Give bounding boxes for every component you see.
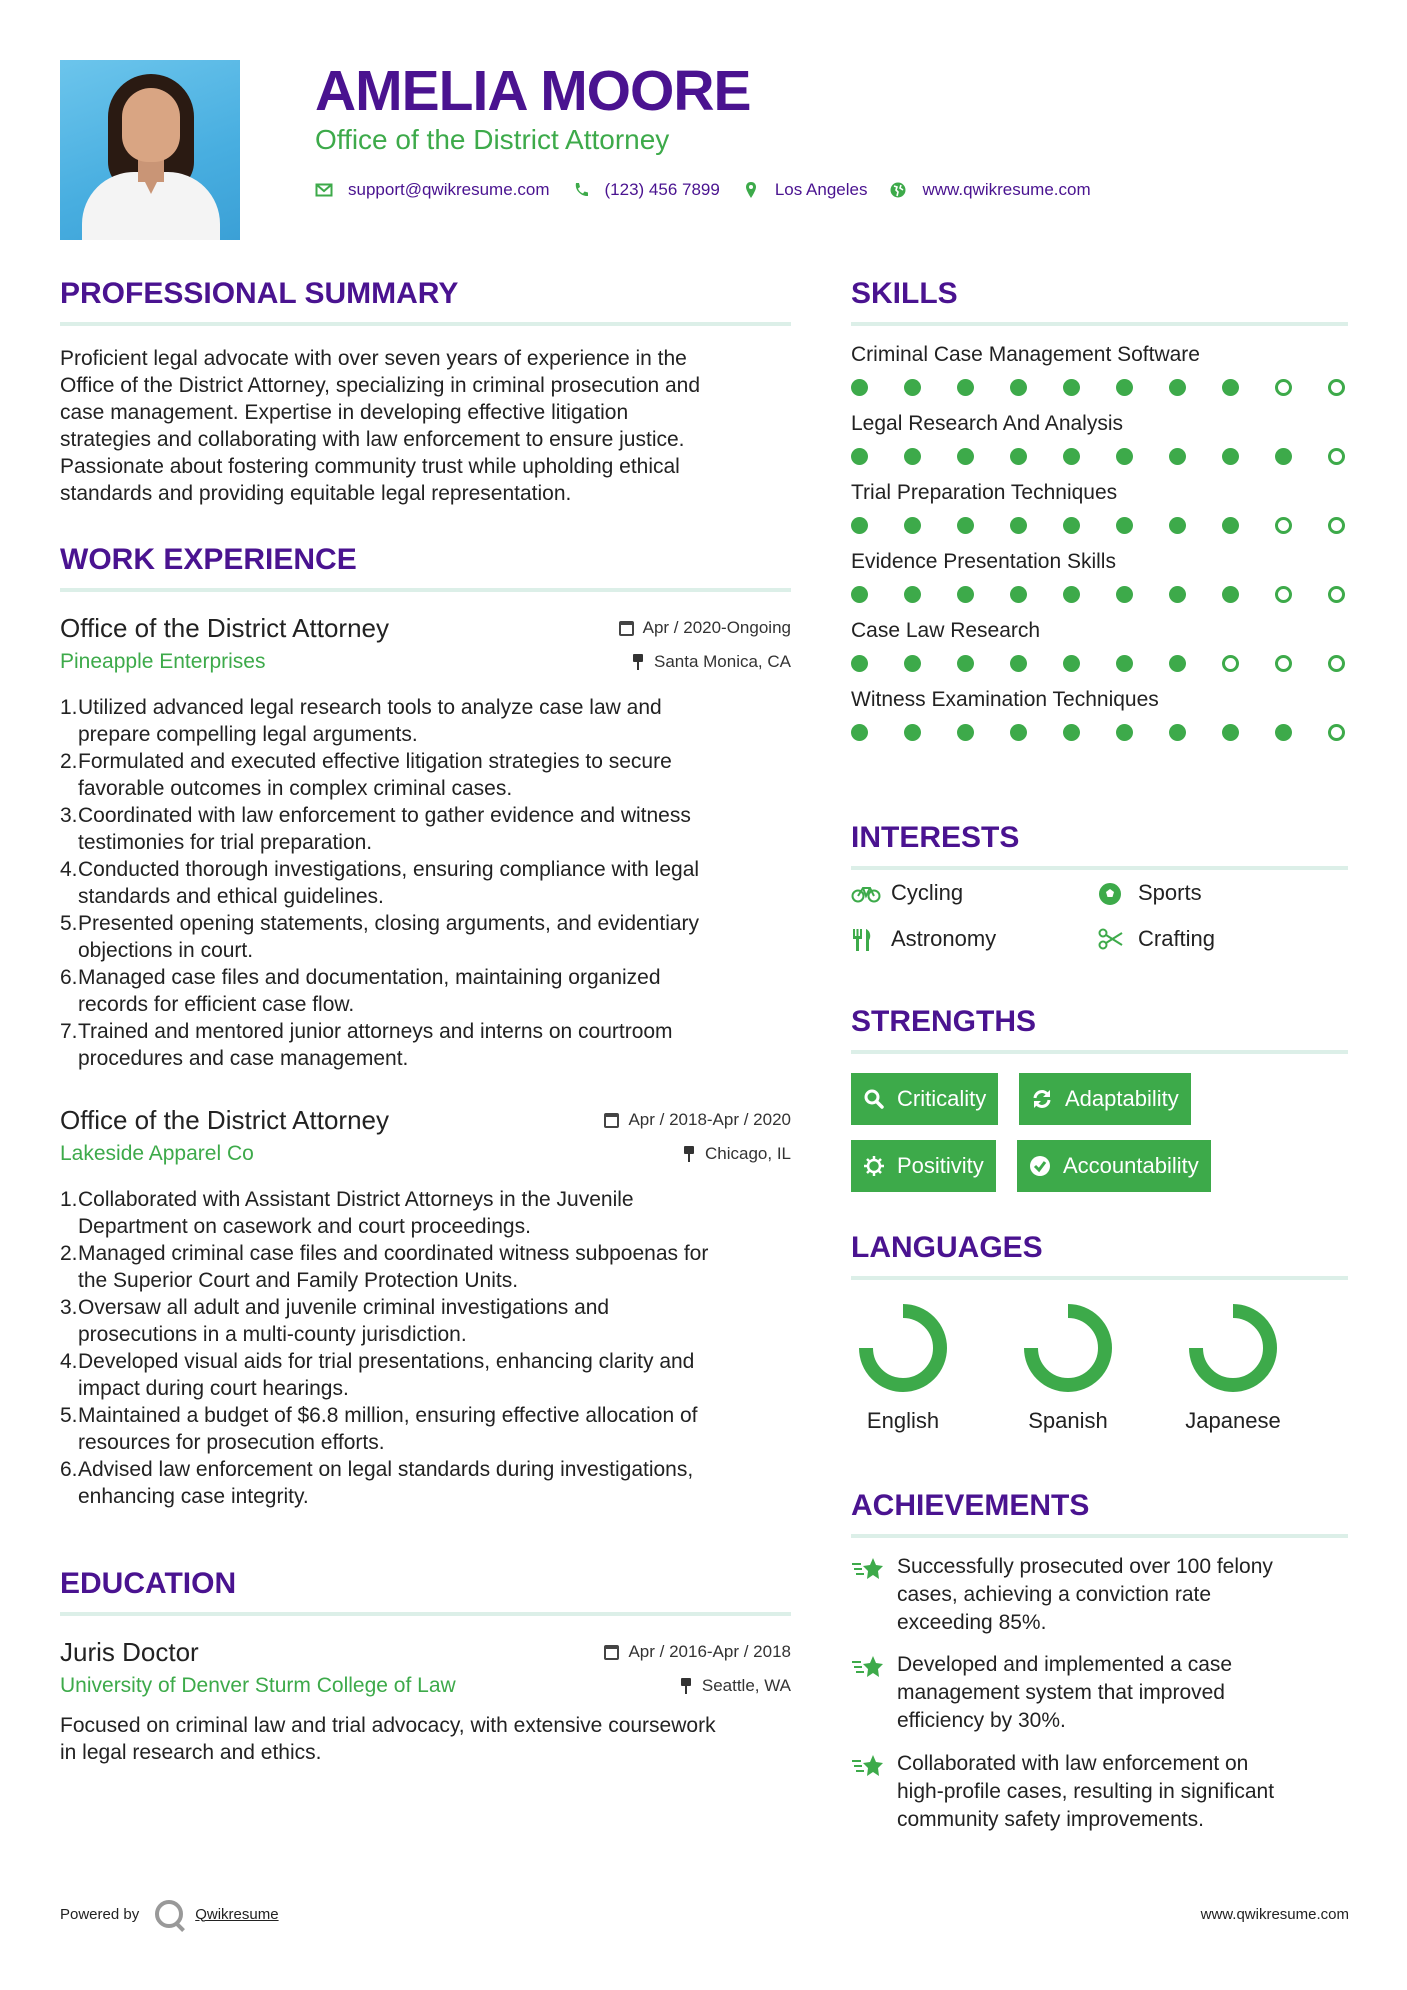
profile-photo	[60, 60, 240, 240]
skill-name: Witness Examination Techniques	[851, 688, 1159, 711]
contact-email[interactable]: support@qwikresume.com	[348, 180, 550, 199]
education-entry	[60, 1636, 791, 1766]
interest-astronomy	[851, 926, 996, 952]
rating-dot-filled	[957, 724, 974, 741]
rating-dot-filled	[851, 586, 868, 603]
interest-sports	[1098, 880, 1202, 906]
powered-by-label: Powered by	[60, 1905, 140, 1923]
bicycle-icon	[851, 882, 877, 904]
summary-section	[60, 276, 791, 507]
interests-title: INTERESTS	[851, 821, 1020, 854]
rating-dot-filled	[957, 448, 974, 465]
experience-section	[60, 542, 791, 1510]
rating-dot-filled	[1169, 517, 1186, 534]
rating-dot-filled	[851, 655, 868, 672]
rating-dot-filled	[1116, 379, 1133, 396]
rating-dot-filled	[957, 655, 974, 672]
rating-dot-empty	[1328, 724, 1345, 741]
strength-badge-adaptability	[1019, 1073, 1191, 1125]
rating-dot-filled	[1063, 586, 1080, 603]
list-item: 5. Presented opening statements, closing arguments, and evidentiary objections in court.	[60, 912, 700, 962]
job-location: Chicago, IL	[705, 1144, 791, 1163]
check-circle-icon	[1029, 1155, 1051, 1177]
list-item: 7. Trained and mentored junior attorneys and interns on courtroom procedures and case management.	[60, 1020, 673, 1070]
rating-dot-filled	[1222, 448, 1239, 465]
list-item: 2. Managed criminal case files and coordinated witness subpoenas for the Superior Court and Family Protection Units.	[60, 1242, 709, 1292]
section-divider	[851, 1534, 1348, 1538]
rating-dot-filled	[957, 586, 974, 603]
rating-dot-filled	[1063, 724, 1080, 741]
skill-rating	[851, 517, 1345, 534]
skills-list	[851, 341, 1348, 741]
skill-name: Trial Preparation Techniques	[851, 481, 1118, 504]
interest-label: Sports	[1138, 880, 1202, 905]
candidate-name: AMELIA MOORE	[315, 59, 751, 123]
strength-badge-criticality	[851, 1073, 998, 1125]
list-item: 6. Advised law enforcement on legal standards during investigations, enhancing case integrity.	[60, 1458, 694, 1508]
shooting-star-icon	[851, 1653, 885, 1681]
footer-website[interactable]: www.qwikresume.com	[1200, 1906, 1349, 1923]
skill-name: Case Law Research	[851, 619, 1041, 642]
skills-title: SKILLS	[851, 277, 958, 310]
rating-dot-filled	[904, 724, 921, 741]
job-company: Lakeside Apparel Co	[60, 1142, 254, 1165]
rating-dot-filled	[851, 448, 868, 465]
rating-dot-filled	[1010, 379, 1027, 396]
section-divider	[851, 1276, 1348, 1280]
phone-icon	[572, 181, 590, 199]
rating-dot-filled	[1116, 655, 1133, 672]
envelope-icon	[315, 181, 333, 199]
rating-dot-empty	[1328, 448, 1345, 465]
education-title: EDUCATION	[60, 1567, 237, 1600]
skill-name: Criminal Case Management Software	[851, 343, 1200, 366]
search-icon	[863, 1088, 885, 1110]
rating-dot-filled	[1010, 517, 1027, 534]
skill-rating	[851, 379, 1345, 396]
rating-dot-filled	[1275, 724, 1292, 741]
experience-title: WORK EXPERIENCE	[60, 543, 357, 576]
contact-phone[interactable]: (123) 456 7899	[604, 180, 720, 199]
sun-icon	[863, 1155, 885, 1177]
soccer-ball-icon	[1098, 882, 1124, 904]
rating-dot-filled	[851, 517, 868, 534]
refresh-icon	[1031, 1088, 1053, 1110]
interest-label: Astronomy	[891, 926, 997, 951]
utensils-icon	[851, 928, 877, 950]
section-divider	[851, 866, 1348, 870]
rating-dot-filled	[1222, 379, 1239, 396]
language-spanish	[993, 1302, 1143, 1434]
school-name: University of Denver Sturm College of Law	[60, 1674, 456, 1697]
list-item: 6. Managed case files and documentation, maintaining organized records for efficient case flow.	[60, 966, 661, 1016]
rating-dot-filled	[1010, 724, 1027, 741]
rating-dot-filled	[1169, 724, 1186, 741]
globe-icon	[889, 181, 907, 199]
rating-dot-filled	[1010, 448, 1027, 465]
languages-section	[851, 1230, 1348, 1280]
interest-cycling	[851, 880, 963, 906]
list-item: 1. Utilized advanced legal research tools to analyze case law and prepare compelling legal arguments.	[60, 696, 662, 746]
rating-dot-empty	[1328, 586, 1345, 603]
section-divider	[851, 1050, 1348, 1054]
rating-dot-filled	[1063, 379, 1080, 396]
list-item: 3. Coordinated with law enforcement to gather evidence and witness testimonies for trial preparation.	[60, 804, 691, 854]
section-divider	[60, 588, 791, 592]
rating-dot-empty	[1275, 517, 1292, 534]
list-item: 4. Developed visual aids for trial presentations, enhancing clarity and impact during court hearings.	[60, 1350, 695, 1400]
location-pin-icon	[742, 181, 760, 199]
achievement-item: Collaborated with law enforcement on high-profile cases, resulting in significant community safety improvements.	[851, 1750, 1351, 1834]
strength-badge-accountability	[1017, 1140, 1211, 1192]
strength-label: Criticality	[897, 1086, 987, 1111]
interest-label: Crafting	[1138, 926, 1216, 951]
list-item: 2. Formulated and executed effective litigation strategies to secure favorable outcomes in complex criminal cases.	[60, 750, 672, 800]
rating-dot-filled	[1222, 517, 1239, 534]
rating-dot-filled	[1169, 655, 1186, 672]
rating-dot-empty	[1328, 517, 1345, 534]
rating-dot-filled	[904, 655, 921, 672]
pushpin-icon	[632, 654, 644, 670]
skill-rating	[851, 724, 1345, 741]
scissors-icon	[1098, 928, 1124, 950]
achievement-item: Successfully prosecuted over 100 felony cases, achieving a conviction rate exceeding 85%.	[851, 1553, 1351, 1637]
shooting-star-icon	[851, 1752, 885, 1780]
pushpin-icon	[680, 1678, 692, 1694]
job-company: Pineapple Enterprises	[60, 650, 266, 673]
job-entry	[60, 612, 791, 1072]
summary-text: Proficient legal advocate with over seven years of experience in the Office of the District Attorney, specializing in criminal prosecution and case management. Expertise in developing effective litigation strategies and collaborating with law enforcement to ensure justice. Passionate about fostering community trust while upholding ethical standards and providing equitable legal representation.	[60, 347, 701, 505]
achievement-item: Developed and implemented a case management system that improved efficiency by 30%.	[851, 1651, 1351, 1735]
rating-dot-filled	[1116, 517, 1133, 534]
strengths-title: STRENGTHS	[851, 1005, 1037, 1038]
rating-dot-empty	[1328, 655, 1345, 672]
rating-dot-filled	[904, 586, 921, 603]
candidate-subtitle: Office of the District Attorney	[315, 124, 670, 155]
interest-crafting	[1098, 926, 1215, 952]
section-divider	[60, 1612, 791, 1616]
rating-dot-filled	[1116, 586, 1133, 603]
strength-badge-positivity	[851, 1140, 996, 1192]
skill-rating	[851, 655, 1345, 672]
rating-dot-filled	[1010, 655, 1027, 672]
achievements-title: ACHIEVEMENTS	[851, 1489, 1090, 1522]
contact-bar	[315, 178, 1113, 202]
qwikresume-link[interactable]: Qwikresume	[195, 1905, 279, 1923]
language-gauge	[857, 1302, 949, 1394]
job-bullets	[60, 694, 791, 1072]
job-title: Office of the District Attorney	[60, 613, 389, 643]
languages-title: LANGUAGES	[851, 1231, 1043, 1264]
rating-dot-filled	[1063, 448, 1080, 465]
rating-dot-filled	[1169, 379, 1186, 396]
contact-location: Los Angeles	[774, 180, 868, 199]
education-location: Seattle, WA	[701, 1676, 791, 1695]
skill-name: Legal Research And Analysis	[851, 412, 1124, 435]
rating-dot-filled	[1116, 724, 1133, 741]
skills-section	[851, 276, 1348, 755]
list-item: 4. Conducted thorough investigations, ensuring compliance with legal standards and ethical guidelines.	[60, 858, 700, 908]
job-bullets	[60, 1186, 791, 1510]
language-label: Spanish	[1028, 1408, 1108, 1433]
rating-dot-filled	[904, 448, 921, 465]
skill-name: Evidence Presentation Skills	[851, 550, 1116, 573]
rating-dot-empty	[1222, 655, 1239, 672]
language-gauge	[1187, 1302, 1279, 1394]
rating-dot-filled	[1063, 517, 1080, 534]
section-divider	[851, 322, 1348, 326]
contact-website[interactable]: www.qwikresume.com	[922, 180, 1091, 199]
achievements-section	[851, 1488, 1348, 1538]
interests-section	[851, 820, 1348, 870]
strength-label: Accountability	[1063, 1153, 1199, 1178]
interest-label: Cycling	[891, 880, 964, 905]
rating-dot-filled	[851, 724, 868, 741]
rating-dot-filled	[957, 379, 974, 396]
job-title: Office of the District Attorney	[60, 1105, 389, 1135]
list-item: 3. Oversaw all adult and juvenile criminal investigations and prosecutions in a multi-county jurisdiction.	[60, 1296, 610, 1346]
rating-dot-filled	[1275, 448, 1292, 465]
job-date: Apr / 2018-Apr / 2020	[628, 1110, 791, 1129]
education-date: Apr / 2016-Apr / 2018	[628, 1642, 791, 1661]
section-divider	[60, 322, 791, 326]
rating-dot-filled	[1169, 448, 1186, 465]
rating-dot-filled	[1116, 448, 1133, 465]
rating-dot-filled	[1063, 655, 1080, 672]
job-location: Santa Monica, CA	[653, 652, 791, 671]
calendar-icon	[619, 621, 634, 636]
calendar-icon	[604, 1113, 619, 1128]
strength-label: Adaptability	[1065, 1086, 1179, 1111]
job-entry	[60, 1104, 791, 1510]
rating-dot-empty	[1275, 379, 1292, 396]
strengths-section	[851, 1004, 1348, 1054]
calendar-icon	[604, 1645, 619, 1660]
rating-dot-filled	[851, 379, 868, 396]
language-english	[828, 1302, 978, 1434]
skill-rating	[851, 586, 1345, 603]
language-label: English	[866, 1408, 940, 1433]
summary-title: PROFESSIONAL SUMMARY	[60, 277, 459, 310]
degree-title: Juris Doctor	[60, 1637, 199, 1667]
footer-powered-by	[60, 1900, 279, 1928]
list-item: 1. Collaborated with Assistant District Attorneys in the Juvenile Department on casework and court proceedings.	[60, 1188, 634, 1238]
rating-dot-empty	[1275, 586, 1292, 603]
rating-dot-filled	[1222, 586, 1239, 603]
rating-dot-filled	[904, 379, 921, 396]
rating-dot-filled	[1222, 724, 1239, 741]
pushpin-icon	[683, 1146, 695, 1162]
strength-label: Positivity	[897, 1153, 984, 1178]
rating-dot-filled	[904, 517, 921, 534]
job-date: Apr / 2020-Ongoing	[642, 618, 791, 637]
rating-dot-empty	[1328, 379, 1345, 396]
shooting-star-icon	[851, 1555, 885, 1583]
language-label: Japanese	[1185, 1408, 1281, 1433]
education-description: Focused on criminal law and trial advocacy, with extensive coursework in legal research and ethics.	[60, 1714, 716, 1764]
education-section	[60, 1566, 791, 1766]
list-item: 5. Maintained a budget of $6.8 million, ensuring effective allocation of resources for prosecution efforts.	[60, 1404, 698, 1454]
rating-dot-filled	[1169, 586, 1186, 603]
rating-dot-filled	[1010, 586, 1027, 603]
rating-dot-empty	[1275, 655, 1292, 672]
qwikresume-logo-icon	[155, 1900, 183, 1928]
rating-dot-filled	[957, 517, 974, 534]
skill-rating	[851, 448, 1345, 465]
language-gauge	[1022, 1302, 1114, 1394]
language-japanese	[1158, 1302, 1308, 1434]
